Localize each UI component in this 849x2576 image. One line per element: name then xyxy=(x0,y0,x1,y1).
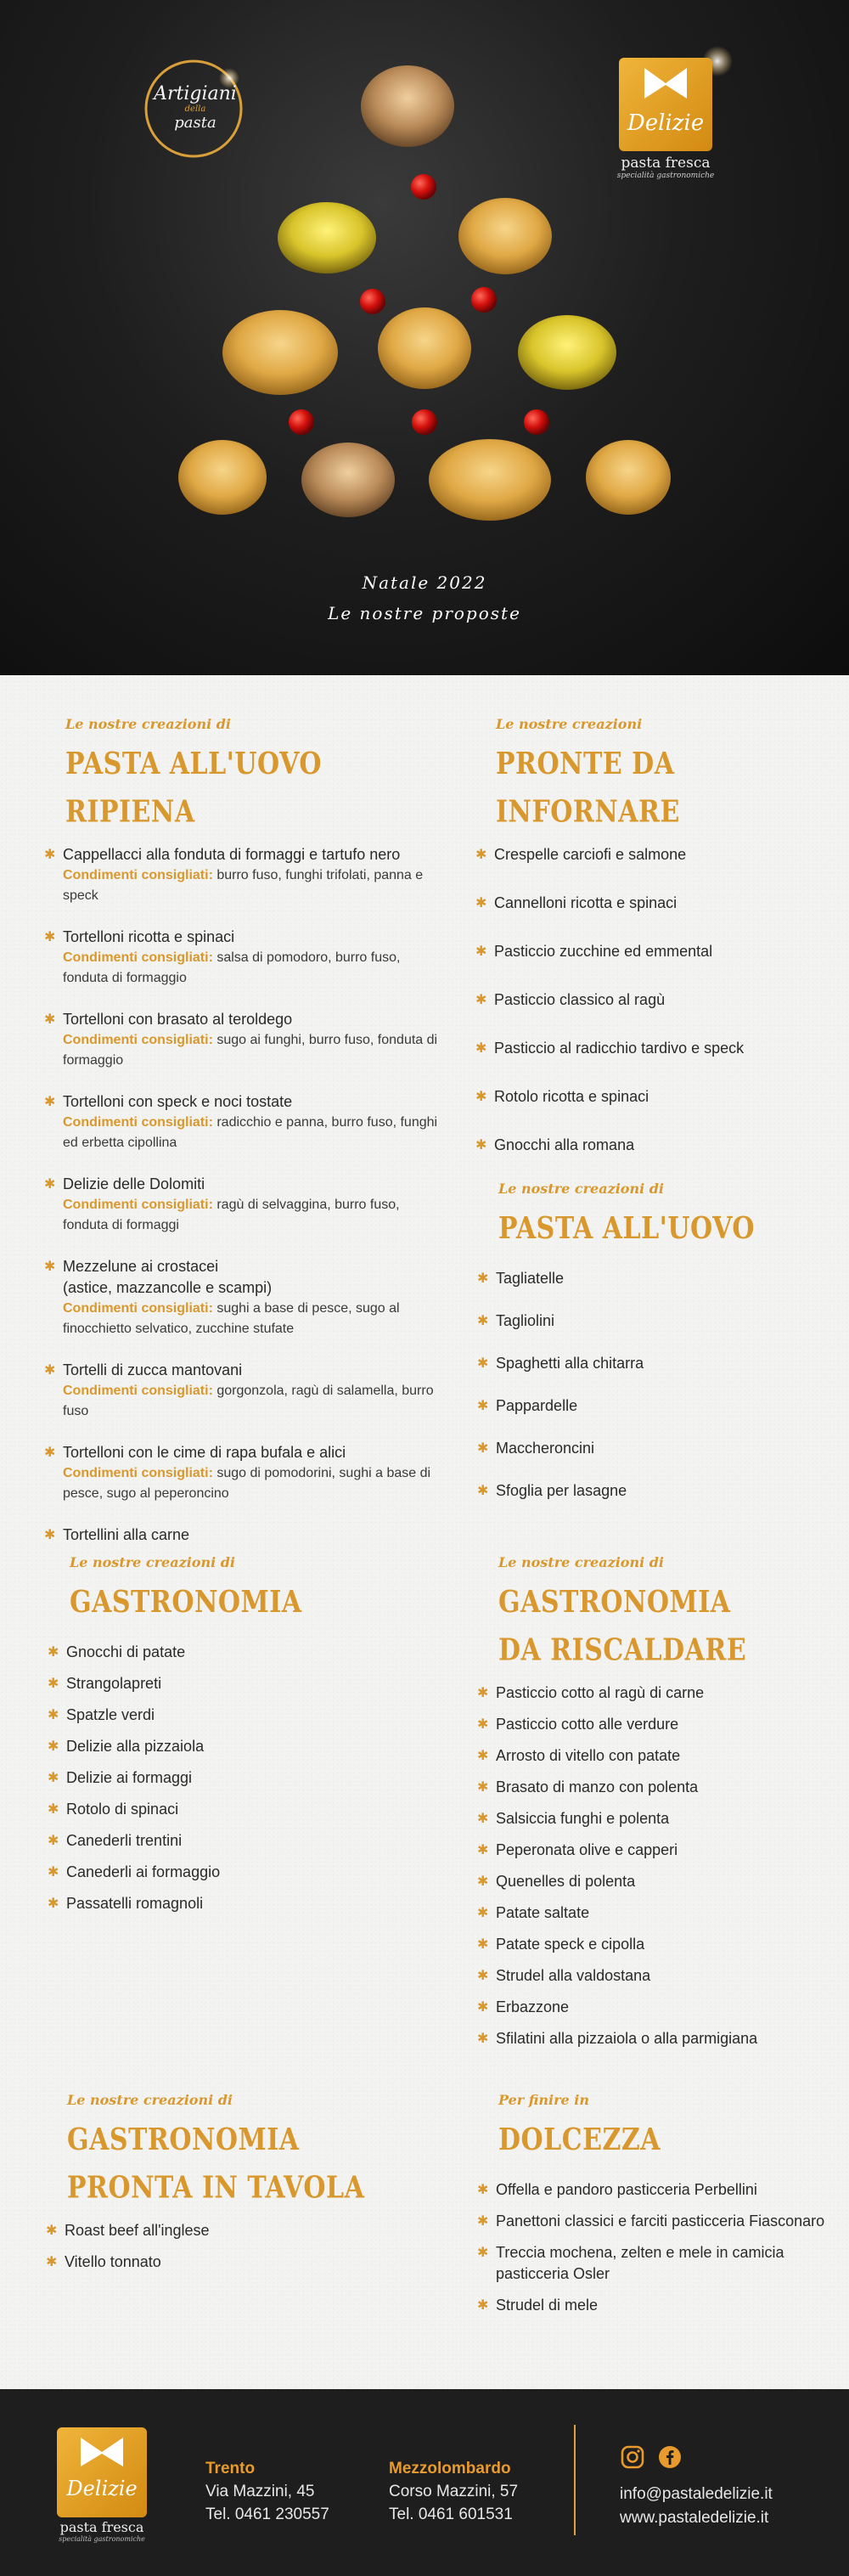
star-bullet-icon: ✱ xyxy=(44,1363,56,1378)
section-gastronomia-pronta-in-tavola xyxy=(46,2092,436,2283)
email-link[interactable]: info@pastaledelizie.it xyxy=(620,2485,773,2503)
star-bullet-icon: ✱ xyxy=(477,2214,489,2229)
pasta-nest xyxy=(429,439,551,521)
section-title: GASTRONOMIA xyxy=(70,1585,302,1621)
section-kicker: Le nostre creazioni di xyxy=(498,1181,664,1197)
section-pronte-da-infornare xyxy=(475,716,824,1183)
list-item: ✱ Passatelli romagnoli xyxy=(48,1893,430,1914)
pasta-nest xyxy=(222,310,338,395)
cherry-tomato xyxy=(360,289,385,314)
list-item: ✱ Maccheroncini xyxy=(477,1438,825,1459)
section-title: PASTA ALL'UOVO RIPIENA xyxy=(65,747,323,831)
list-item: ✱ Delizie ai formaggi xyxy=(48,1767,430,1789)
star-bullet-icon: ✱ xyxy=(477,2032,489,2046)
star-bullet-icon: ✱ xyxy=(477,1937,489,1952)
list-item: ✱ Tortelli di zucca mantovani Condimenti consigliati: gorgonzola, ragù di salamella, burro fuso xyxy=(44,1361,434,1418)
list-item: ✱ Spaghetti alla chitarra xyxy=(477,1353,825,1374)
star-bullet-icon: ✱ xyxy=(475,1138,487,1153)
star-bullet-icon: ✱ xyxy=(46,2224,58,2238)
list-item: ✱ Pasticcio classico al ragù xyxy=(475,989,824,1011)
list-item: ✱ Delizie alla pizzaiola xyxy=(48,1736,430,1757)
section-title: PRONTE DA INFORNARE xyxy=(496,747,680,831)
section-kicker: Le nostre creazioni di xyxy=(65,716,231,732)
list-item: ✱ Tortellini alla carne xyxy=(44,1525,443,1546)
pasta-nest xyxy=(178,440,267,515)
list-item: ✱ Spatzle verdi xyxy=(48,1705,430,1726)
tavola-list xyxy=(46,2220,436,2273)
footer-divider xyxy=(574,2425,576,2535)
instagram-icon[interactable] xyxy=(620,2444,645,2470)
store-trento: Trento Via Mazzini, 45 Tel. 0461 230557 xyxy=(205,2460,329,2523)
cherry-tomato xyxy=(524,409,549,435)
section-dolcezza xyxy=(477,2092,834,2326)
delizie-logo-badge: Delizie xyxy=(619,58,712,151)
phone-link[interactable]: 0461 601531 xyxy=(418,2506,513,2523)
star-bullet-icon: ✱ xyxy=(48,1677,59,1691)
star-bullet-icon: ✱ xyxy=(48,1771,59,1785)
star-bullet-icon: ✱ xyxy=(477,2000,489,2015)
star-bullet-icon: ✱ xyxy=(46,2255,58,2269)
list-item: ✱ Pasticcio cotto alle verdure xyxy=(477,1714,834,1735)
list-item: ✱ Pasticcio cotto al ragù di carne xyxy=(477,1683,834,1704)
star-bullet-icon: ✱ xyxy=(477,1717,489,1732)
list-item: ✱ Crespelle carciofi e salmone xyxy=(475,844,824,865)
star-bullet-icon: ✱ xyxy=(44,1095,56,1109)
star-bullet-icon: ✱ xyxy=(477,1749,489,1763)
pasta-nest xyxy=(361,65,454,147)
list-item: ✱ Tagliolini xyxy=(477,1311,825,1332)
star-bullet-icon: ✱ xyxy=(48,1739,59,1754)
uovo-list xyxy=(477,1268,825,1502)
star-bullet-icon: ✱ xyxy=(477,1441,489,1456)
star-bullet-icon: ✱ xyxy=(475,944,487,959)
list-item: ✱ Tagliatelle xyxy=(477,1268,825,1289)
star-bullet-icon: ✱ xyxy=(477,1484,489,1498)
footer xyxy=(0,2389,849,2576)
cherry-tomato xyxy=(471,287,497,313)
star-bullet-icon: ✱ xyxy=(477,1843,489,1857)
menu-sheet xyxy=(0,675,849,2389)
list-item: ✱ Treccia mochena, zelten e mele in camicia pasticceria Osler xyxy=(477,2244,784,2282)
list-item: ✱ Pasticcio zucchine ed emmental xyxy=(475,941,824,962)
star-bullet-icon: ✱ xyxy=(475,1041,487,1056)
list-item: ✱ Delizie delle Dolomiti Condimenti consigliati: ragù di selvaggina, burro fuso, fonduta di formaggi xyxy=(44,1175,400,1232)
star-bullet-icon: ✱ xyxy=(477,1314,489,1328)
list-item: ✱ Mezzelune ai crostacei (astice, mazzancolle e scampi) Condimenti consigliati: sughi a base di pesce, sugo al finocchietto selvatico, zucchine stufate xyxy=(44,1258,400,1336)
pasta-nest xyxy=(586,440,671,515)
star-bullet-icon: ✱ xyxy=(44,1528,56,1542)
dolcezza-list xyxy=(477,2179,834,2316)
pasta-nest xyxy=(301,442,395,517)
star-bullet-icon: ✱ xyxy=(48,1865,59,1880)
delizie-logo-badge: Delizie xyxy=(57,2427,147,2517)
hero-caption xyxy=(0,567,849,628)
delizie-logo: Delizie pasta fresca specialità gastronomiche xyxy=(615,58,717,185)
cherry-tomato xyxy=(411,174,436,200)
store-mezzolombardo: Mezzolombardo Corso Mazzini, 57 Tel. 0461 601531 xyxy=(389,2460,519,2523)
star-bullet-icon: ✱ xyxy=(44,848,56,862)
list-item: ✱ Cappellacci alla fonduta di formaggi e tartufo nero Condimenti consigliati: burro fuso, funghi trifolati, panna e speck xyxy=(44,846,424,903)
list-item: ✱ Strangolapreti xyxy=(48,1673,430,1694)
caption-subtitle: Le nostre proposte xyxy=(328,603,521,623)
infornare-list xyxy=(475,844,824,1156)
list-item: ✱ Salsiccia funghi e polenta xyxy=(477,1808,834,1829)
star-bullet-icon: ✱ xyxy=(44,930,56,944)
list-item: ✱ Pappardelle xyxy=(477,1395,825,1417)
list-item: ✱ Pasticcio al radicchio tardivo e speck xyxy=(475,1038,824,1059)
star-bullet-icon: ✱ xyxy=(477,1812,489,1826)
list-item: ✱ Rotolo di spinaci xyxy=(48,1799,430,1820)
tortellini-pile xyxy=(278,202,376,273)
star-bullet-icon: ✱ xyxy=(475,896,487,910)
list-item: ✱ Brasato di manzo con polenta xyxy=(477,1777,834,1798)
star-bullet-icon: ✱ xyxy=(48,1708,59,1722)
section-kicker: Le nostre creazioni xyxy=(496,716,643,732)
star-bullet-icon: ✱ xyxy=(477,2298,489,2313)
website-link[interactable]: www.pastaledelizie.it xyxy=(620,2509,769,2527)
star-bullet-icon: ✱ xyxy=(44,1012,56,1027)
star-bullet-icon: ✱ xyxy=(477,1969,489,1983)
star-bullet-icon: ✱ xyxy=(477,2183,489,2197)
star-bullet-icon: ✱ xyxy=(475,993,487,1007)
section-gastronomia-da-riscaldare xyxy=(477,1554,834,2060)
list-item: ✱ Erbazzone xyxy=(477,1997,834,2018)
list-item: ✱ Tortelloni con speck e noci tostate Condimenti consigliati: radicchio e panna, burro fuso, funghi ed erbetta cipollina xyxy=(44,1093,438,1150)
list-item: ✱ Peperonata olive e capperi xyxy=(477,1840,834,1861)
pasta-nest xyxy=(458,198,552,274)
section-kicker: Le nostre creazioni di xyxy=(67,2092,233,2108)
star-bullet-icon: ✱ xyxy=(475,848,487,862)
section-kicker: Le nostre creazioni di xyxy=(498,1554,664,1570)
facebook-icon[interactable] xyxy=(657,2444,683,2470)
list-item: ✱ Tortelloni ricotta e spinaci Condimenti consigliati: salsa di pomodoro, burro fuso, fonduta di formaggio xyxy=(44,928,401,985)
social-links xyxy=(620,2444,683,2470)
list-item: ✱ Tortelloni con le cime di rapa bufala e alici Condimenti consigliati: sugo di pomodorini, sughi a base di pesce, sugo al peperoncino xyxy=(44,1444,431,1501)
section-title: DOLCEZZA xyxy=(498,2122,661,2158)
star-bullet-icon: ✱ xyxy=(48,1897,59,1911)
list-item: ✱ Gnocchi di patate xyxy=(48,1642,430,1663)
list-item: ✱ Canederli trentini xyxy=(48,1830,430,1852)
section-gastronomia xyxy=(48,1554,430,1925)
list-item: ✱ Strudel alla valdostana xyxy=(477,1965,834,1987)
section-title: GASTRONOMIA DA RISCALDARE xyxy=(498,1585,747,1669)
star-bullet-icon: ✱ xyxy=(477,1399,489,1413)
star-bullet-icon: ✱ xyxy=(44,1260,56,1274)
section-kicker: Per finire in xyxy=(498,2092,590,2108)
star-bullet-icon: ✱ xyxy=(477,2246,489,2260)
list-item: ✱ Offella e pandoro pasticceria Perbellini xyxy=(477,2179,834,2201)
list-item: ✱ Panettoni classici e farciti pasticceria Fiasconaro xyxy=(477,2211,834,2232)
section-kicker: Le nostre creazioni di xyxy=(70,1554,235,1570)
star-bullet-icon: ✱ xyxy=(477,1906,489,1920)
list-item: ✱ Quenelles di polenta xyxy=(477,1871,834,1892)
list-item: ✱ Sfoglia per lasagne xyxy=(477,1480,825,1502)
section-title: PASTA ALL'UOVO xyxy=(498,1211,756,1247)
list-item: ✱ Arrosto di vitello con patate xyxy=(477,1745,834,1767)
star-bullet-icon: ✱ xyxy=(44,1177,56,1192)
contact-info xyxy=(620,2483,773,2530)
list-item: ✱ Tortelloni con brasato al teroldego Condimenti consigliati: sugo ai funghi, burro fuso, fonduta di formaggio xyxy=(44,1011,438,1068)
star-bullet-icon: ✱ xyxy=(477,1686,489,1700)
list-item: ✱ Roast beef all'inglese xyxy=(46,2220,436,2241)
riscaldare-list xyxy=(477,1683,834,2049)
cherry-tomato xyxy=(289,409,314,435)
cherry-tomato xyxy=(412,409,437,435)
list-item: ✱ Gnocchi alla romana xyxy=(475,1135,824,1156)
section-title: GASTRONOMIA PRONTA IN TAVOLA xyxy=(67,2122,365,2207)
farfalle-icon xyxy=(619,58,712,109)
star-bullet-icon: ✱ xyxy=(48,1645,59,1660)
list-item: ✱ Cannelloni ricotta e spinaci xyxy=(475,893,824,914)
list-item: ✱ Sfilatini alla pizzaiola o alla parmigiana xyxy=(477,2028,834,2049)
pasta-nest xyxy=(378,307,471,389)
section-pasta-ripiena xyxy=(44,716,443,1566)
hero-banner xyxy=(0,0,849,675)
star-bullet-icon: ✱ xyxy=(48,1834,59,1848)
ripiena-list xyxy=(44,844,443,1546)
list-item: ✱ Rotolo ricotta e spinaci xyxy=(475,1086,824,1108)
caption-year: Natale 2022 xyxy=(362,572,487,593)
star-bullet-icon: ✱ xyxy=(44,1446,56,1460)
star-bullet-icon: ✱ xyxy=(477,1356,489,1371)
star-bullet-icon: ✱ xyxy=(477,1271,489,1286)
section-pasta-all-uovo xyxy=(477,1181,825,1523)
list-item: ✱ Strudel di mele xyxy=(477,2295,834,2316)
list-item: ✱ Patate speck e cipolla xyxy=(477,1934,834,1955)
artigiani-logo-text: Artigiani della pasta xyxy=(154,83,237,132)
gastronomia-list xyxy=(48,1642,430,1914)
list-item: ✱ Canederli ai formaggio xyxy=(48,1862,430,1883)
list-item: ✱ Patate saltate xyxy=(477,1902,834,1924)
star-bullet-icon: ✱ xyxy=(477,1874,489,1889)
star-bullet-icon: ✱ xyxy=(475,1090,487,1104)
star-bullet-icon: ✱ xyxy=(477,1780,489,1795)
list-item: ✱ Vitello tonnato xyxy=(46,2252,436,2273)
footer-delizie-logo: Delizie pasta fresca specialità gastronomiche xyxy=(55,2427,149,2543)
star-bullet-icon: ✱ xyxy=(48,1802,59,1817)
phone-link[interactable]: 0461 230557 xyxy=(234,2506,329,2523)
farfalle-icon xyxy=(57,2427,147,2477)
tortellini-pile xyxy=(518,315,616,390)
